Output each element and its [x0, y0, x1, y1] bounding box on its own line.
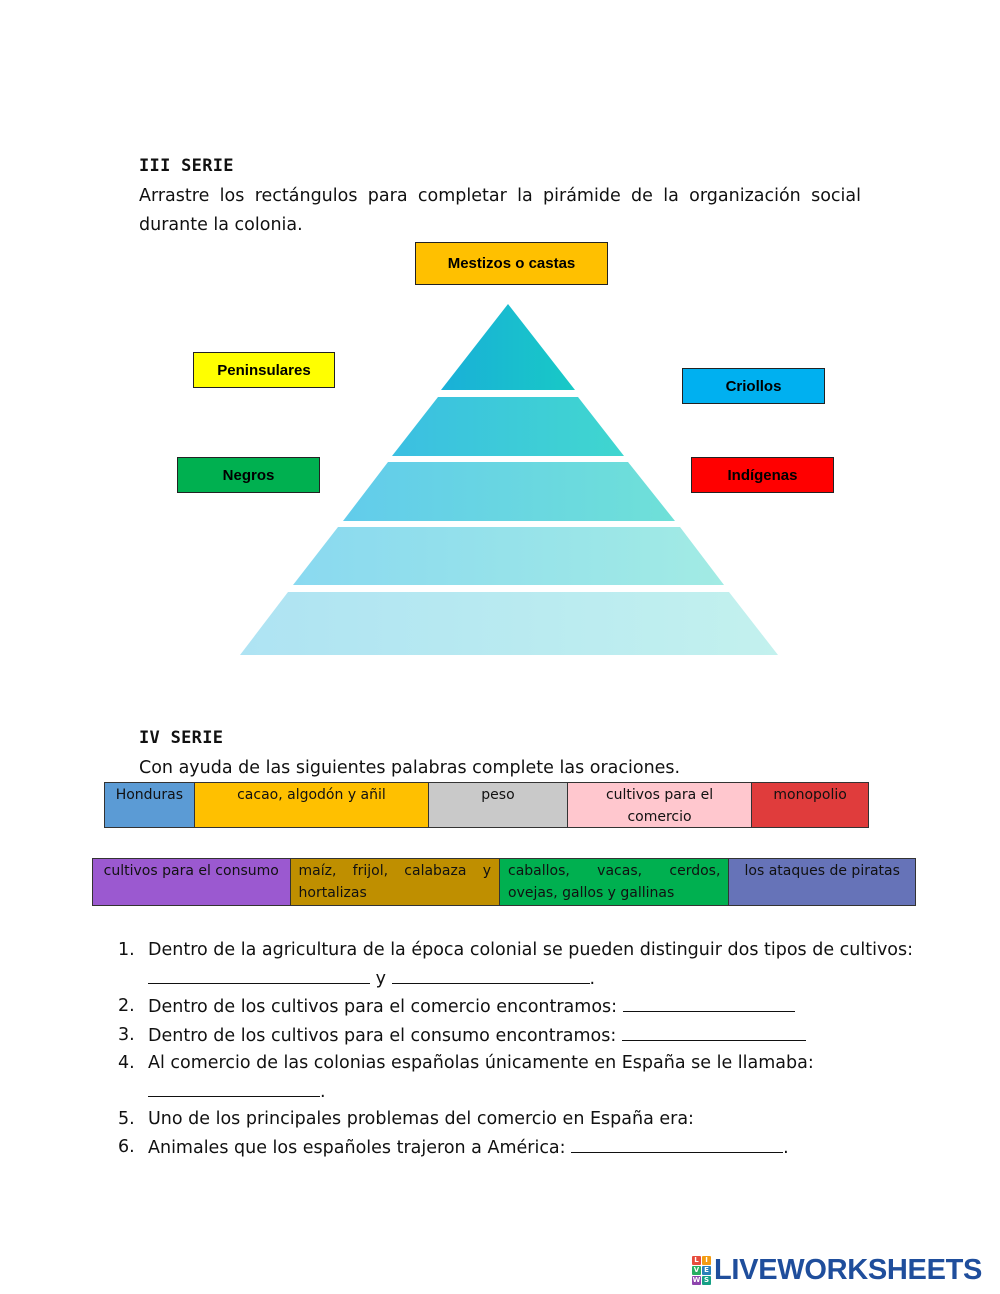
drag-box-indigenas[interactable]: Indígenas	[691, 457, 834, 493]
answer-blank-6[interactable]	[571, 1134, 783, 1153]
drag-box-criollos[interactable]: Criollos	[682, 368, 825, 404]
drag-box-negros[interactable]: Negros	[177, 457, 320, 493]
social-pyramid	[240, 302, 780, 658]
serie-4-title: IV SERIE	[139, 728, 224, 748]
word-maiz-frijol[interactable]: maíz, frijol, calabaza y hortalizas	[291, 859, 500, 905]
question-join: y	[375, 968, 386, 989]
questions-list	[118, 937, 928, 1162]
question-5	[118, 1106, 928, 1134]
word-cultivos-consumo[interactable]: cultivos para el consumo	[93, 859, 291, 905]
word-peso[interactable]: peso	[429, 783, 568, 827]
serie-3-title: III SERIE	[139, 156, 234, 176]
question-text: Dentro de los cultivos para el consumo encontramos:	[148, 1025, 617, 1046]
word-monopolio[interactable]: monopolio	[752, 783, 868, 827]
liveworksheets-logo	[692, 1255, 982, 1285]
answer-blank-1b[interactable]	[392, 965, 590, 984]
logo-mark-letter: E	[702, 1266, 711, 1275]
word-animales[interactable]: caballos, vacas, cerdos, ovejas, gallos y gallinas	[500, 859, 729, 905]
answer-blank-2[interactable]	[623, 993, 795, 1012]
question-number: 6.	[118, 1136, 135, 1157]
question-end: .	[783, 1137, 789, 1158]
question-number: 3.	[118, 1024, 135, 1045]
answer-blank-4[interactable]	[148, 1078, 320, 1097]
serie-4-instruction: Con ayuda de las siguientes palabras complete las oraciones.	[139, 758, 681, 778]
word-bank-row-2	[92, 858, 916, 906]
logo-mark-letter: V	[693, 1266, 700, 1274]
drag-box-peninsulares[interactable]: Peninsulares	[193, 352, 335, 388]
word-bank-row-1	[104, 782, 869, 828]
question-text: Animales que los españoles trajeron a América:	[148, 1137, 566, 1158]
answer-blank-3[interactable]	[622, 1022, 806, 1041]
question-4	[118, 1050, 928, 1106]
pyramid-level-1[interactable]	[441, 304, 575, 390]
pyramid-level-5[interactable]	[240, 592, 778, 655]
drag-box-mestizos[interactable]: Mestizos o castas	[415, 242, 608, 285]
logo-mark-letter: W	[692, 1276, 701, 1284]
question-1	[118, 937, 928, 993]
question-number: 5.	[118, 1109, 135, 1129]
question-number: 2.	[118, 996, 135, 1016]
logo-mark-letter: L	[692, 1256, 701, 1265]
question-3	[118, 1022, 928, 1051]
liveworksheets-logo-icon	[692, 1256, 711, 1285]
logo-mark-letter: I	[702, 1256, 711, 1265]
word-ataques-piratas[interactable]: los ataques de piratas	[729, 859, 915, 905]
pyramid-level-3[interactable]	[343, 462, 675, 521]
word-cacao-algodon-anil[interactable]: cacao, algodón y añil	[195, 783, 429, 827]
question-text: Dentro de la agricultura de la época colonial se pueden distinguir dos tipos de cultivos:	[148, 940, 914, 960]
question-text: Al comercio de las colonias españolas únicamente en España se le llamaba:	[148, 1053, 814, 1073]
word-honduras[interactable]: Honduras	[105, 783, 195, 827]
word-cultivos-comercio[interactable]: cultivos para el comercio	[568, 783, 753, 827]
question-text: Uno de los principales problemas del comercio en España era:	[148, 1109, 694, 1129]
logo-mark-letter: S	[703, 1276, 710, 1284]
question-6	[118, 1134, 928, 1163]
logo-text: LIVEWORKSHEETS	[714, 1253, 983, 1286]
question-text: Dentro de los cultivos para el comercio encontramos:	[148, 997, 618, 1017]
question-end: .	[589, 968, 596, 989]
question-end: .	[320, 1081, 326, 1102]
pyramid-level-2[interactable]	[392, 397, 624, 456]
question-number: 1.	[118, 940, 135, 960]
question-number: 4.	[118, 1053, 135, 1073]
serie-3-instruction: Arrastre los rectángulos para completar la pirámide de la organización social durante la colonia.	[139, 186, 861, 235]
question-2	[118, 993, 928, 1022]
answer-blank-1a[interactable]	[148, 965, 370, 984]
pyramid-level-4[interactable]	[293, 527, 724, 585]
